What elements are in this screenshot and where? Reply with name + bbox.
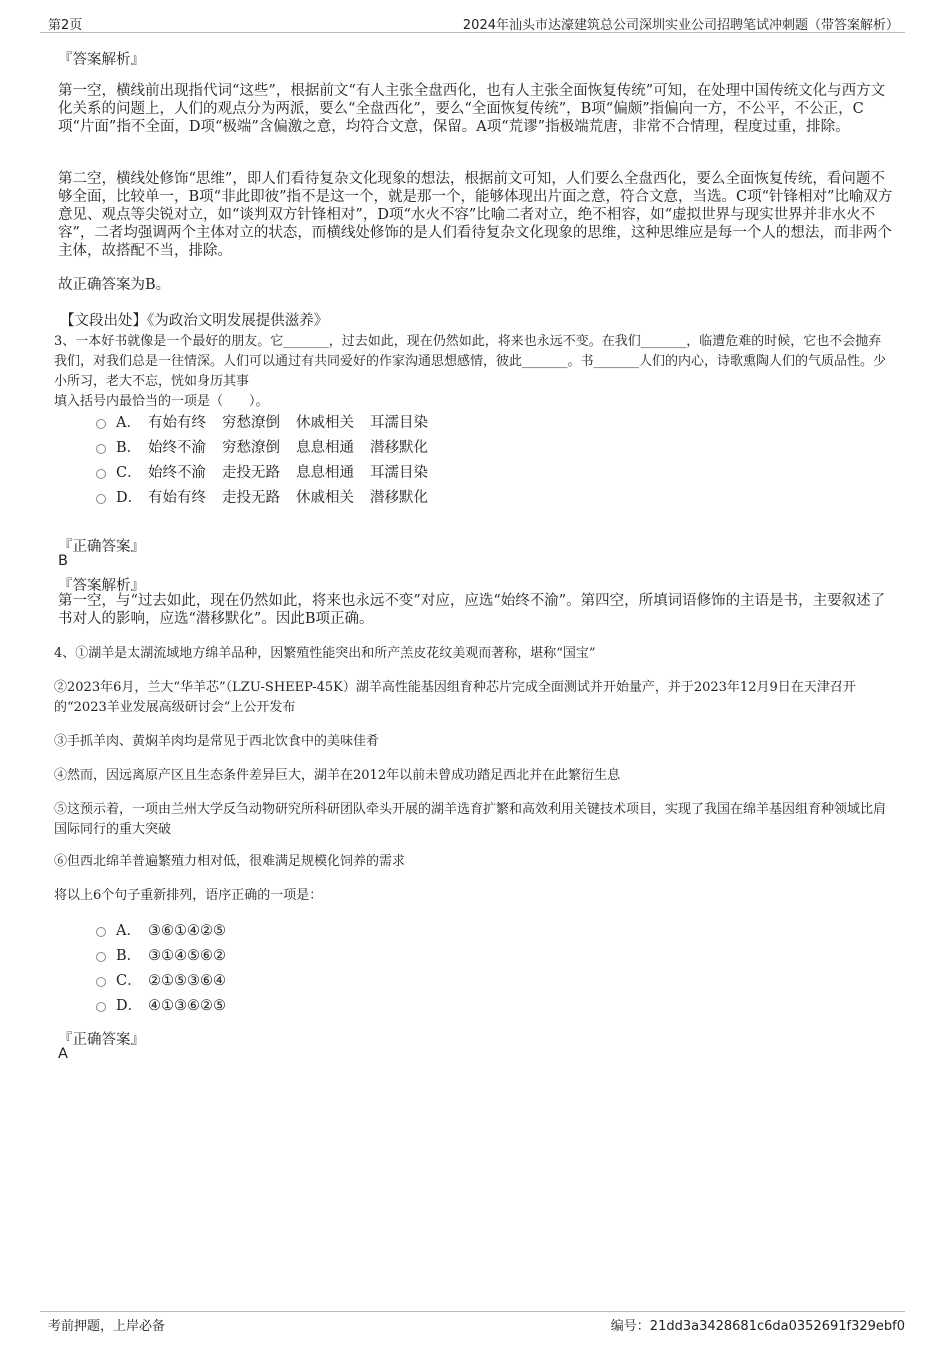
q3-option-a[interactable] (96, 411, 444, 436)
radio-icon[interactable] (96, 927, 106, 937)
q4-option-a[interactable] (96, 919, 226, 944)
radio-icon[interactable] (96, 952, 106, 962)
q4-sentence-2: ②2023年6月，兰大“华羊芯”（LZU-SHEEP-45K）湖羊高性能基因组育种芯片完成全面测试并开始量产，并于2023年12月9日在天津召开的“2023羊业发展高级研讨会”上公开发布 (54, 680, 856, 715)
option-letter: C． (116, 465, 142, 481)
option-letter: D． (116, 490, 143, 506)
q3-prompt: 填入括号内最恰当的一项是（ ）。 (54, 394, 269, 409)
page-number: 第2页 (48, 18, 83, 33)
q3-answer: B (58, 553, 68, 569)
option-word: 有始有终 (148, 490, 206, 506)
q3-answer-label: 『正确答案』 (58, 539, 145, 555)
option-word: 始终不渝 (148, 465, 206, 481)
radio-icon[interactable] (96, 444, 106, 454)
option-word: 有始有终 (148, 415, 206, 431)
q4-answer: A (58, 1046, 68, 1062)
q2-analysis-para1: 第一空，横线前出现指代词“这些”，根据前文“有人主张全盘西化，也有人主张全面恢复传统”可知，在处理中国传统文化与西方文化关系的问题上，人们的观点分为两派，要么“全盘西化”，要么“全面恢复传统”，B项“偏颇”指偏向一方，不公平，不公正，C项“片面”指不全面，D项“极端”含偏激之意，均符合文意，保留。A项“荒谬”指极端荒唐，非常不合情理，程度过重，排除。 (58, 83, 886, 135)
option-letter: B． (116, 948, 142, 964)
q3-option-d[interactable] (96, 486, 444, 511)
page-footer (40, 1311, 905, 1334)
q4-option-b[interactable] (96, 944, 226, 969)
q4-option-c[interactable] (96, 969, 226, 994)
footer-slogan: 考前押题，上岸必备 (48, 1319, 166, 1334)
option-letter: A． (116, 923, 141, 939)
option-text: ③⑥①④②⑤ (148, 923, 226, 939)
option-word: 潜移默化 (370, 490, 428, 506)
q3-option-c[interactable] (96, 461, 444, 486)
radio-icon[interactable] (96, 494, 106, 504)
radio-icon[interactable] (96, 977, 106, 987)
option-letter: A． (116, 415, 141, 431)
option-letter: B． (116, 440, 142, 456)
option-word: 始终不渝 (148, 440, 206, 456)
option-text: ④①③⑥②⑤ (148, 998, 226, 1014)
radio-icon[interactable] (96, 1002, 106, 1012)
option-word: 穷愁潦倒 (222, 440, 280, 456)
q2-analysis-para2: 第二空，横线处修饰“思维”，即人们看待复杂文化现象的想法，根据前文可知，人们要么全盘西化，要么全面恢复传统，看问题不够全面，比较单一，B项“非此即彼”指不是这一个，就是那一个，能够体现出片面之意，符合文意，当选。C项“针锋相对”比喻双方意见、观点等尖锐对立，如“谈判双方针锋相对”，D项“水火不容”比喻二者对立，绝不相容，如“虚拟世界与现实世界并非水火不容”，二者均强调两个主体对立的状态，而横线处修饰的是人们看待复杂文化现象的思维，这种思维应是每一个人的想法，而非两个主体，故搭配不当，排除。 (58, 171, 893, 259)
option-word: 休戚相关 (296, 415, 354, 431)
option-word: 耳濡目染 (370, 465, 428, 481)
option-word: 息息相通 (296, 465, 354, 481)
q2-analysis-label: 『答案解析』 (58, 52, 145, 68)
q4-options (96, 919, 226, 1019)
q4-sentence-1: 4、①湖羊是太湖流域地方绵羊品种，因繁殖性能突出和所产羔皮花纹美观而著称，堪称“国宝” (54, 646, 596, 661)
document-id: 编号：21dd3a3428681c6da0352691f329ebf0 (610, 1319, 905, 1334)
option-word: 休戚相关 (296, 490, 354, 506)
radio-icon[interactable] (96, 469, 106, 479)
q3-options (96, 411, 444, 511)
option-word: 息息相通 (296, 440, 354, 456)
q4-sentence-6: ⑥但西北绵羊普遍繁殖力相对低，很难满足规模化饲养的需求 (54, 854, 406, 869)
option-word: 潜移默化 (370, 440, 428, 456)
radio-icon[interactable] (96, 419, 106, 429)
q4-sentence-4: ④然而，因远离原产区且生态条件差异巨大，湖羊在2012年以前未曾成功踏足西北并在此繁衍生息 (54, 768, 621, 783)
q3-option-b[interactable] (96, 436, 444, 461)
q4-prompt: 将以上6个句子重新排列，语序正确的一项是： (54, 888, 323, 903)
q3-analysis-label: 『答案解析』 (58, 578, 145, 594)
q3-stem: 3、一本好书就像是一个最好的朋友。它_______，过去如此，现在仍然如此，将来也永远不变。在我们_______，临遭危难的时候，它也不会抛弃我们，对我们总是一往情深。人们可以通过有共同爱好的作家沟通思想感情，彼此_______。书_______人们的内心，诗歌熏陶人们的气质品性。少小所习，老大不忘，恍如身历其事 (54, 334, 887, 389)
q4-option-d[interactable] (96, 994, 226, 1019)
q4-sentence-5: ⑤这预示着，一项由兰州大学反刍动物研究所科研团队牵头开展的湖羊选育扩繁和高效利用关键技术项目，实现了我国在绵羊基因组育种领域比肩国际同行的重大突破 (54, 802, 887, 837)
option-text: ②①⑤③⑥④ (148, 973, 226, 989)
q2-source: 【文段出处】《为政治文明发展提供滋养》 (60, 313, 329, 329)
q4-sentence-3: ③手抓羊肉、黄焖羊肉均是常见于西北饮食中的美味佳肴 (54, 734, 380, 749)
option-word: 耳濡目染 (370, 415, 428, 431)
option-word: 走投无路 (222, 490, 280, 506)
document-title: 2024年汕头市达濠建筑总公司深圳实业公司招聘笔试冲刺题（带答案解析） (462, 18, 899, 33)
q3-analysis: 第一空，与“过去如此，现在仍然如此，将来也永远不变”对应，应选“始终不渝”。第四空，所填词语修饰的主语是书，主要叙述了书对人的影响，应选“潜移默化”。因此B项正确。 (58, 593, 886, 627)
q2-conclusion: 故正确答案为B。 (58, 277, 171, 293)
option-text: ③①④⑤⑥② (148, 948, 226, 964)
option-letter: D． (116, 998, 143, 1014)
option-word: 走投无路 (222, 465, 280, 481)
option-letter: C． (116, 973, 142, 989)
q4-answer-label: 『正确答案』 (58, 1032, 145, 1048)
page-header (40, 12, 905, 33)
option-word: 穷愁潦倒 (222, 415, 280, 431)
